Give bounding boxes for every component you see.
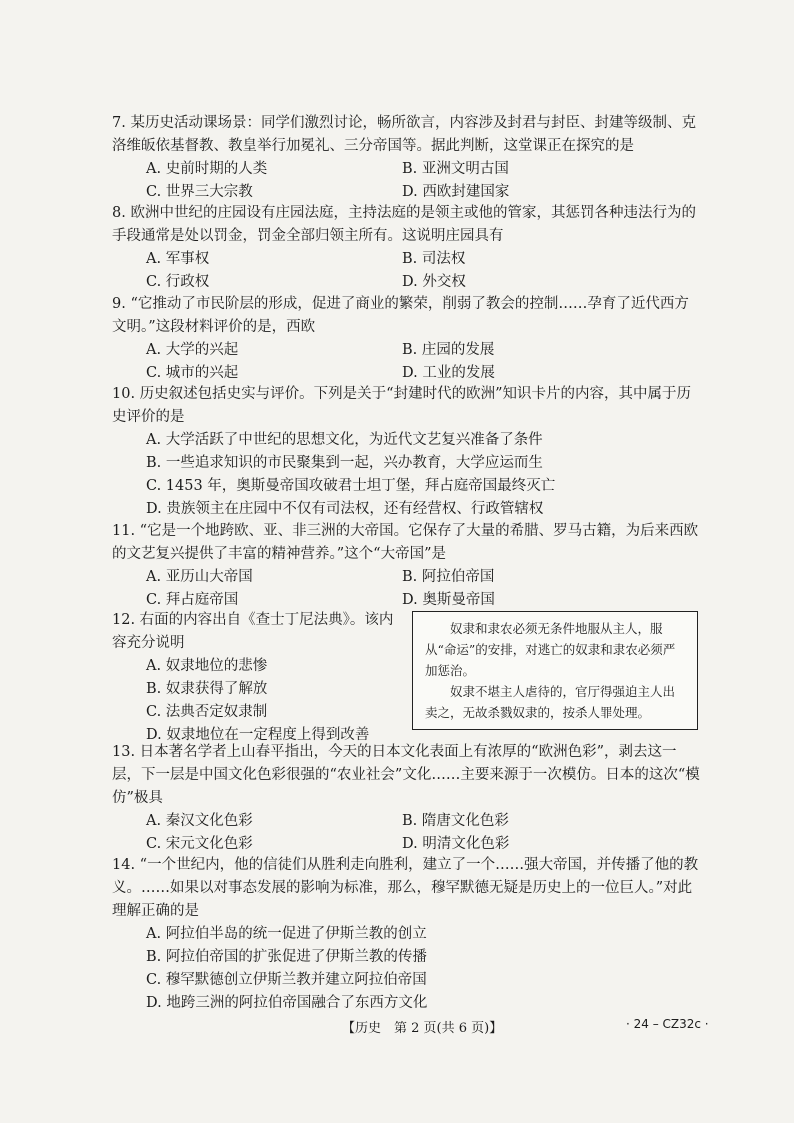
option-b: B. 一些追求知识的市民聚集到一起，兴办教育，大学应运而生 [146,455,543,471]
question-7 [112,112,702,204]
page-number: 【历史 第 2 页(共 6 页)】 [342,1021,503,1036]
question-stem: 14. “一个世纪内，他的信徒们从胜利走向胜利，建立了一个……强大帝国，并传播了他的教义。……如果以对事态发展的影响为标准，那么，穆罕默德无疑是历史上的一位巨人。”对此理解正确的是 [112,857,699,919]
question-stem: 10. 历史叙述包括史实与评价。下列是关于“封建时代的欧洲”知识卡片的内容，其中属于历史评价的是 [112,386,691,425]
question-stem: 13. 日本著名学者上山春平指出，今天的日本文化表面上有浓厚的“欧洲色彩”，剥去这一层，下一层是中国文化色彩很强的“农业社会”文化……主要来源于一次模仿。日本的这次“模仿”极具 [112,744,700,806]
question-14 [112,854,702,1015]
option-b: B. 亚洲文明古国 [402,161,509,177]
option-b: B. 阿拉伯帝国的扩张促进了伊斯兰教的传播 [146,949,427,965]
question-stem: 11. “它是一个地跨欧、亚、非三洲的大帝国。它保存了大量的希腊、罗马古籍，为后来西欧的文艺复兴提供了丰富的精神营养。”这个“大帝国”是 [112,523,699,562]
option-c: C. 城市的兴起 [146,365,239,381]
option-a: A. 大学活跃了中世纪的思想文化，为近代文艺复兴准备了条件 [146,432,543,448]
option-a: A. 阿拉伯半岛的统一促进了伊斯兰教的创立 [146,926,427,942]
question-13 [112,741,702,856]
option-b: B. 奴隶获得了解放 [146,681,268,697]
exam-code: · 24 – CZ32c · [626,1017,709,1031]
option-b: B. 司法权 [402,251,466,267]
option-d: D. 奴隶地位在一定程度上得到改善 [146,727,370,743]
question-10 [112,383,702,521]
options-grid [112,566,702,612]
option-a: A. 秦汉文化色彩 [146,813,253,829]
question-11 [112,520,702,612]
option-c: C. 行政权 [146,274,210,290]
option-a: A. 亚历山大帝国 [146,569,253,585]
option-c: C. 1453 年，奥斯曼帝国攻破君士坦丁堡，拜占庭帝国最终灭亡 [146,478,556,494]
option-d: D. 西欧封建国家 [402,184,510,200]
material-paragraph: 奴隶不堪主人虐待的，官厅得强迫主人出卖之，无故杀戮奴隶的，按杀人罪处理。 [425,684,676,720]
material-box [412,611,698,730]
question-stem: 8. 欧洲中世纪的庄园设有庄园法庭，主持法庭的是领主或他的管家，其惩罚各种违法行为的手段通常是处以罚金，罚金全部归领主所有。这说明庄园具有 [112,205,696,244]
question-8 [112,202,702,294]
option-c: C. 法典否定奴隶制 [146,704,268,720]
option-a: A. 奴隶地位的悲惨 [146,658,268,674]
option-c: C. 世界三大宗教 [146,184,253,200]
option-b: B. 阿拉伯帝国 [402,569,495,585]
option-c: C. 拜占庭帝国 [146,592,239,608]
option-d: D. 贵族领主在庄园中不仅有司法权，还有经营权、行政管辖权 [146,501,544,517]
option-d: D. 工业的发展 [402,365,495,381]
question-9 [112,293,702,385]
option-d: D. 地跨三洲的阿拉伯帝国融合了东西方文化 [146,995,428,1011]
option-a: A. 大学的兴起 [146,342,239,358]
options-grid [112,810,702,856]
page-footer [0,1017,794,1039]
option-d: D. 明清文化色彩 [402,836,510,852]
option-d: D. 外交权 [402,274,466,290]
option-b: B. 隋唐文化色彩 [402,813,509,829]
material-paragraph: 奴隶和隶农必须无条件地服从主人，服从“命运”的安排，对逃亡的奴隶和隶农必须严加惩治。 [425,621,676,678]
option-d: D. 奥斯曼帝国 [402,592,495,608]
option-c: C. 穆罕默德创立伊斯兰教并建立阿拉伯帝国 [146,972,427,988]
options-grid [112,248,702,294]
options-grid [112,158,702,204]
option-c: C. 宋元文化色彩 [146,836,253,852]
option-a: A. 军事权 [146,251,210,267]
question-stem: 12. 右面的内容出自《查士丁尼法典》。该内容充分说明 [112,612,394,651]
option-a: A. 史前时期的人类 [146,161,268,177]
option-b: B. 庄园的发展 [402,342,495,358]
question-stem: 9. “它推动了市民阶层的形成，促进了商业的繁荣，削弱了教会的控制……孕育了近代西方文明。”这段材料评价的是，西欧 [112,296,689,335]
options-grid [112,339,702,385]
question-stem: 7. 某历史活动课场景：同学们激烈讨论，畅所欲言，内容涉及封君与封臣、封建等级制、克洛维皈依基督教、教皇举行加冕礼、三分帝国等。据此判断，这堂课正在探究的是 [112,115,696,154]
